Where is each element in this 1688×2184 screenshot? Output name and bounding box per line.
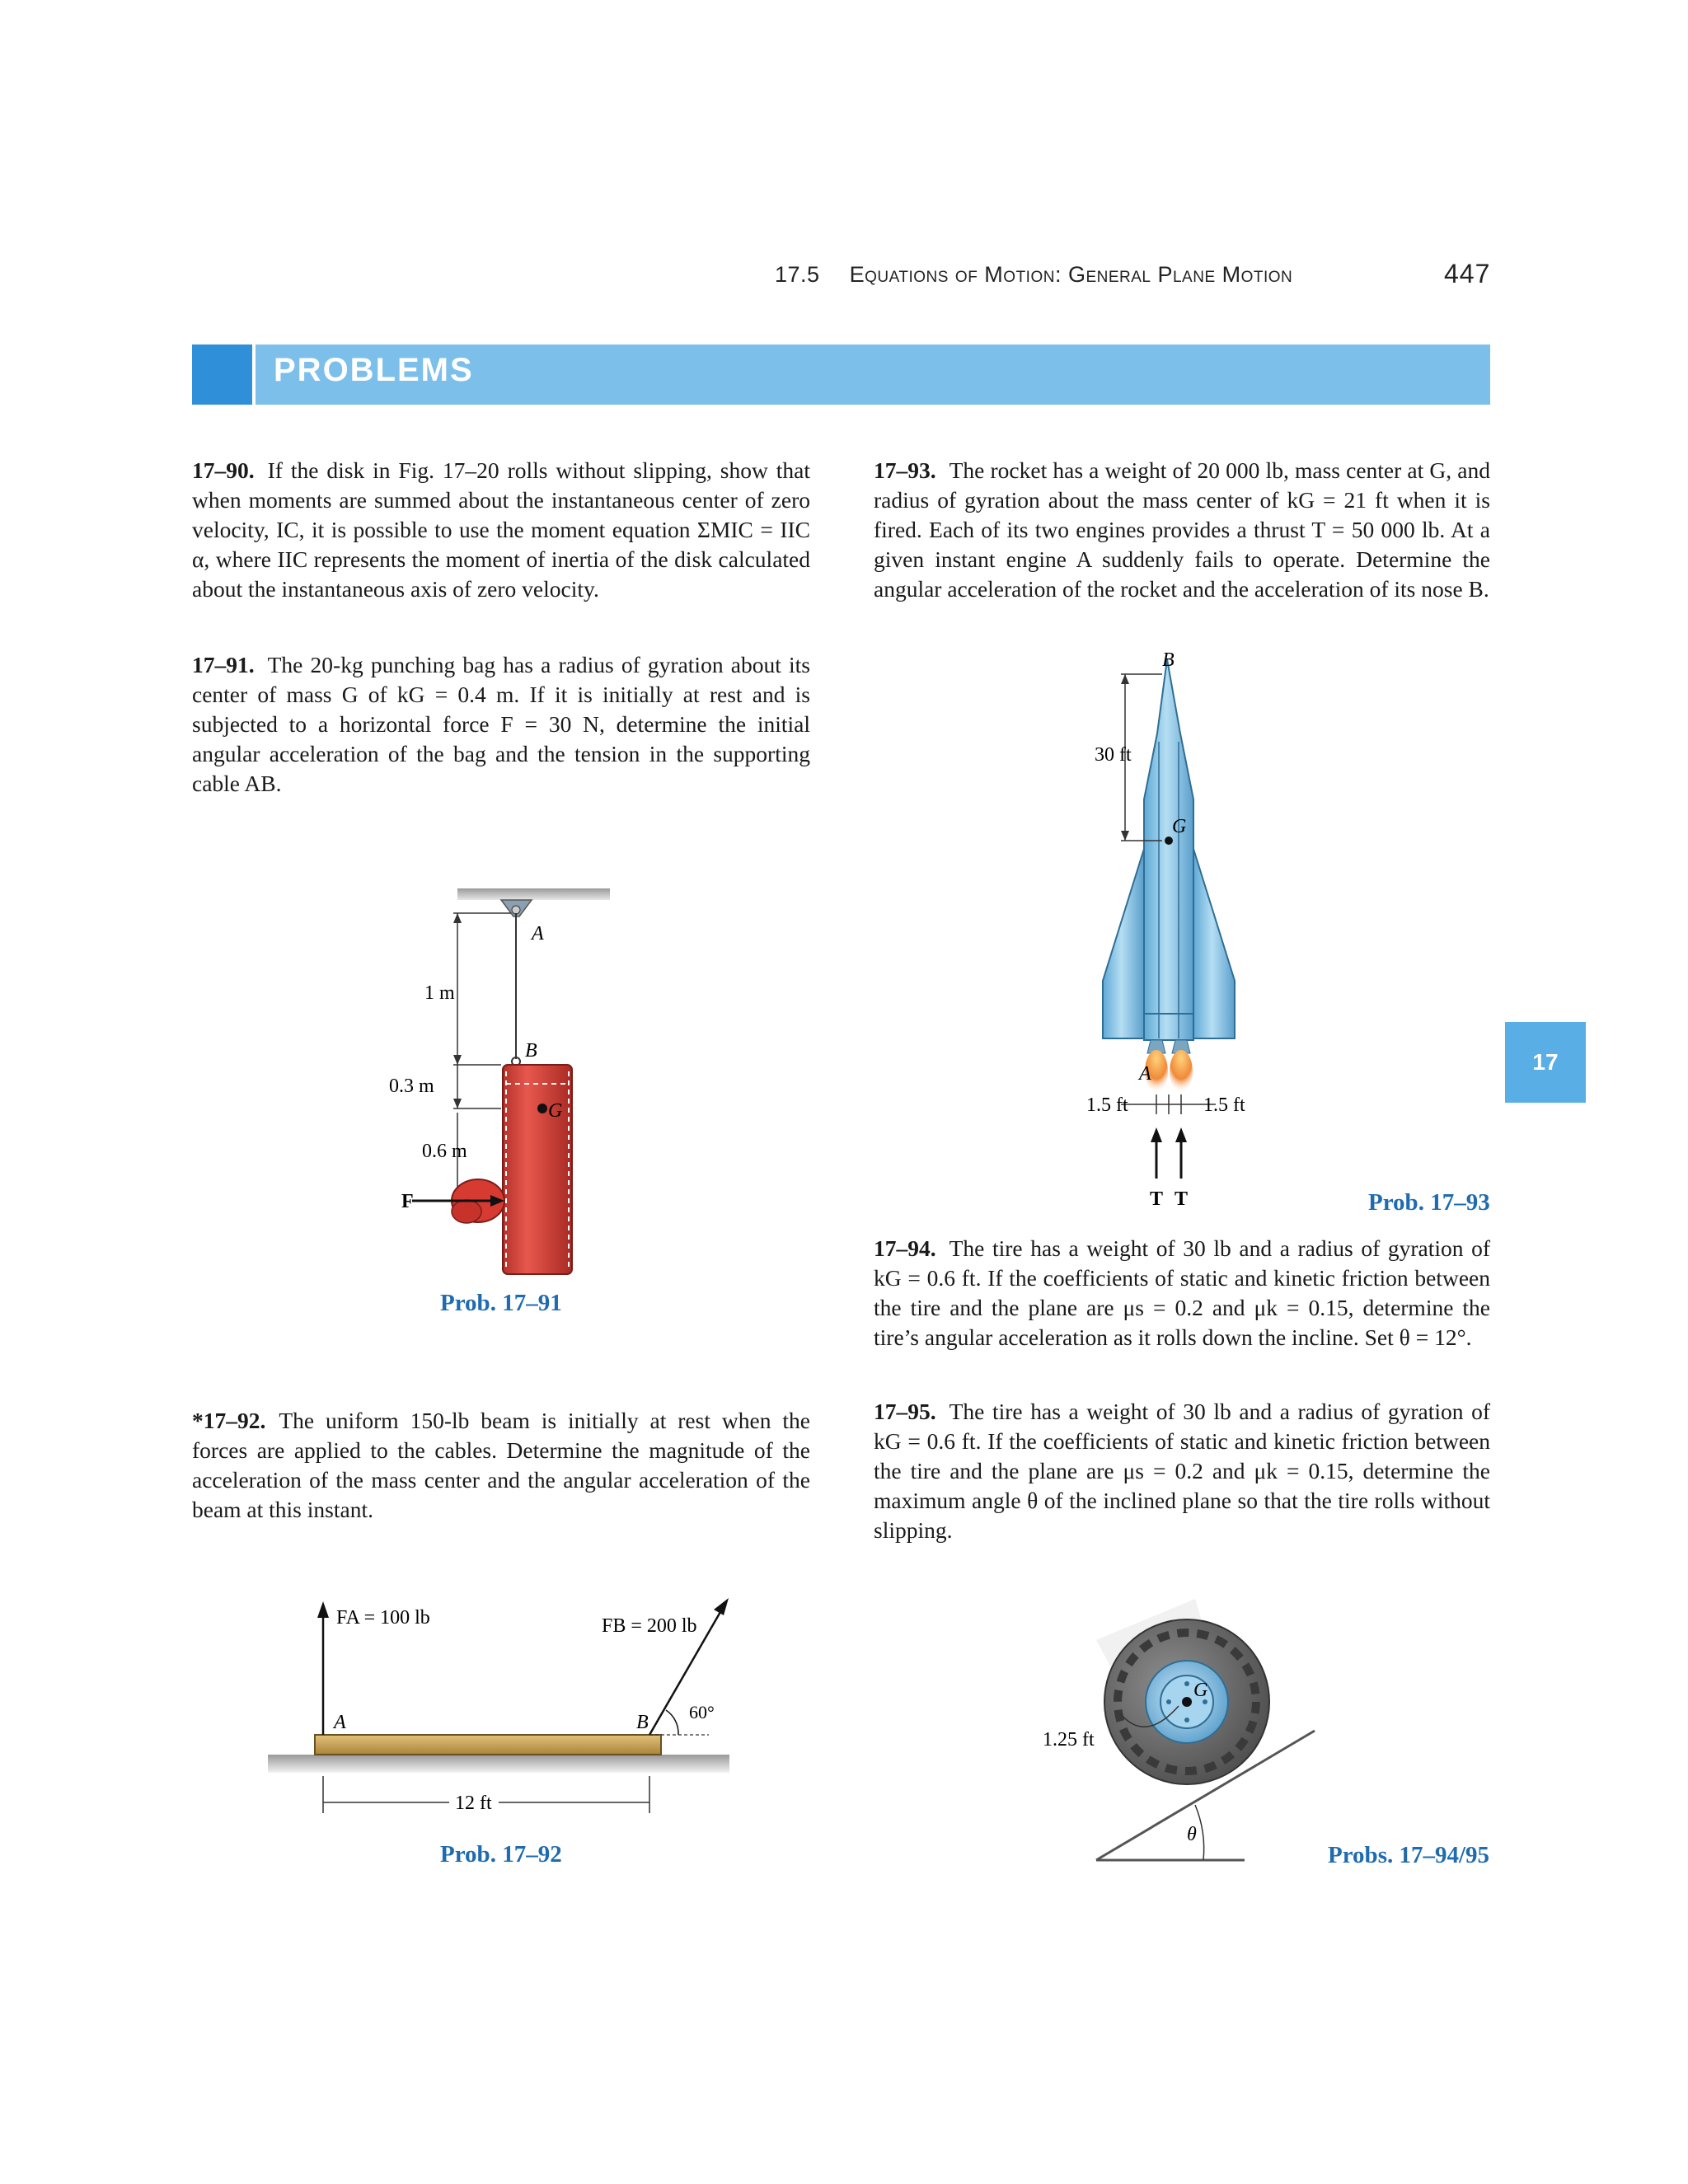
label-1-5ft-right: 1.5 ft xyxy=(1203,1094,1245,1116)
label-length: 12 ft xyxy=(455,1793,492,1814)
rocket-fin-right xyxy=(1193,849,1235,1038)
page-number: 447 xyxy=(1444,259,1491,288)
label-g: G xyxy=(1193,1680,1208,1701)
label-theta: θ xyxy=(1187,1824,1197,1845)
figure-punching-bag xyxy=(363,874,626,1286)
problem-number: *17–92. xyxy=(192,1408,266,1433)
label-30ft: 30 ft xyxy=(1095,744,1132,766)
center-g xyxy=(1182,1697,1192,1707)
figure-beam xyxy=(264,1595,758,1842)
caption-prob-17-91: Prob. 17–91 xyxy=(440,1290,562,1316)
banner-square xyxy=(192,344,252,405)
problem-number: 17–94. xyxy=(874,1235,936,1261)
label-1-5ft-left: 1.5 ft xyxy=(1086,1094,1128,1116)
label-b: B xyxy=(1162,649,1175,671)
problem-17-95 xyxy=(874,1397,1490,1545)
label-fa: FA = 100 lb xyxy=(336,1607,430,1629)
label-1m: 1 m xyxy=(424,982,455,1004)
problem-text: If the disk in Fig. 17–20 rolls without slipping, show that when moments are summed about the instantaneous center of zero velocity, IC, it is possible to use the moment equation ΣMIC = IIC α, where IIC represents the moment of inertia of the disk calculated about the instantaneous axis of zero velocity. xyxy=(192,457,810,602)
section-number: 17.5 xyxy=(775,262,820,287)
problem-text: The tire has a weight of 30 lb and a radius of gyration of kG = 0.6 ft. If the coefficients of static and kinetic friction between the tire and the plane are μs = 0.2 and μk = 0.15, determine the tire’s angular acceleration as it rolls down the incline. Set θ = 12°. xyxy=(874,1235,1490,1350)
banner-title: PROBLEMS xyxy=(274,352,474,388)
label-b: B xyxy=(525,1040,537,1062)
figure-rocket xyxy=(1071,643,1286,1212)
rocket-fin-left xyxy=(1103,849,1144,1038)
label-0-3m: 0.3 m xyxy=(389,1076,434,1097)
problem-17-92 xyxy=(192,1406,810,1525)
problem-17-90 xyxy=(192,456,810,604)
problem-17-91 xyxy=(192,650,810,799)
label-b: B xyxy=(636,1712,649,1733)
label-a: A xyxy=(334,1712,346,1733)
label-g: G xyxy=(1172,816,1187,837)
label-angle: 60° xyxy=(689,1702,715,1722)
label-0-6m: 0.6 m xyxy=(422,1141,467,1162)
punching-bag xyxy=(503,1065,572,1274)
label-fb: FB = 200 lb xyxy=(602,1615,697,1637)
angle-arc xyxy=(666,1710,678,1735)
section-title: Equations of Motion: General Plane Motion xyxy=(849,262,1293,287)
problem-number: 17–93. xyxy=(874,457,936,483)
problem-text: The rocket has a weight of 20 000 lb, mass center at G, and radius of gyration about the mass center of kG = 21 ft when it is fired. Each of its two engines provides a thrust T = 50 000 lb. At a given instant engine A suddenly fails to operate. Determine the angular acceleration of the rocket and the acceleration of its nose B. xyxy=(874,457,1490,602)
flame-right xyxy=(1170,1050,1193,1093)
label-g: G xyxy=(548,1100,563,1122)
label-a: A xyxy=(1139,1063,1151,1085)
label-t-right: T xyxy=(1175,1188,1189,1210)
problem-number: 17–91. xyxy=(192,652,255,677)
problem-text: The 20-kg punching bag has a radius of gyration about its center of mass G of kG = 0.4 m. If it is initially at rest and is subjected to a horizontal force F = 30 N, determine the initial angular acceleration of the bag and the tension in the supporting cable AB. xyxy=(192,652,810,796)
label-radius: 1.25 ft xyxy=(1043,1729,1095,1750)
center-of-mass-g xyxy=(537,1104,547,1113)
problem-number: 17–90. xyxy=(192,457,255,483)
floor xyxy=(268,1755,729,1773)
label-f: F xyxy=(401,1191,414,1212)
center-of-mass-g xyxy=(1165,837,1173,845)
running-header xyxy=(775,262,1292,288)
label-t-left: T xyxy=(1150,1188,1164,1210)
pin-a xyxy=(512,906,520,914)
problem-number: 17–95. xyxy=(874,1399,936,1424)
caption-prob-17-92: Prob. 17–92 xyxy=(440,1841,562,1868)
problem-text: The tire has a weight of 30 lb and a radius of gyration of kG = 0.6 ft. If the coefficients of static and kinetic friction between the tire and the plane are μs = 0.2 and μk = 0.15, determine the maximum angle θ of the inclined plane so that the tire rolls without slipping. xyxy=(874,1399,1490,1543)
ceiling xyxy=(457,888,610,900)
problem-17-93 xyxy=(874,456,1490,604)
beam xyxy=(315,1735,661,1755)
chapter-tab[interactable]: 17 xyxy=(1505,1022,1586,1103)
caption-prob-17-93: Prob. 17–93 xyxy=(1368,1189,1490,1216)
figure-tire-incline xyxy=(1030,1591,1327,1871)
caption-probs-17-94-95: Probs. 17–94/95 xyxy=(1328,1842,1490,1868)
label-a: A xyxy=(532,923,544,944)
problem-17-94 xyxy=(874,1234,1490,1352)
problem-text: The uniform 150-lb beam is initially at rest when the forces are applied to the cables. Determine the magnitude of the acceleration of the mass center and the angular acceleration of the beam at this instant. xyxy=(192,1408,810,1522)
